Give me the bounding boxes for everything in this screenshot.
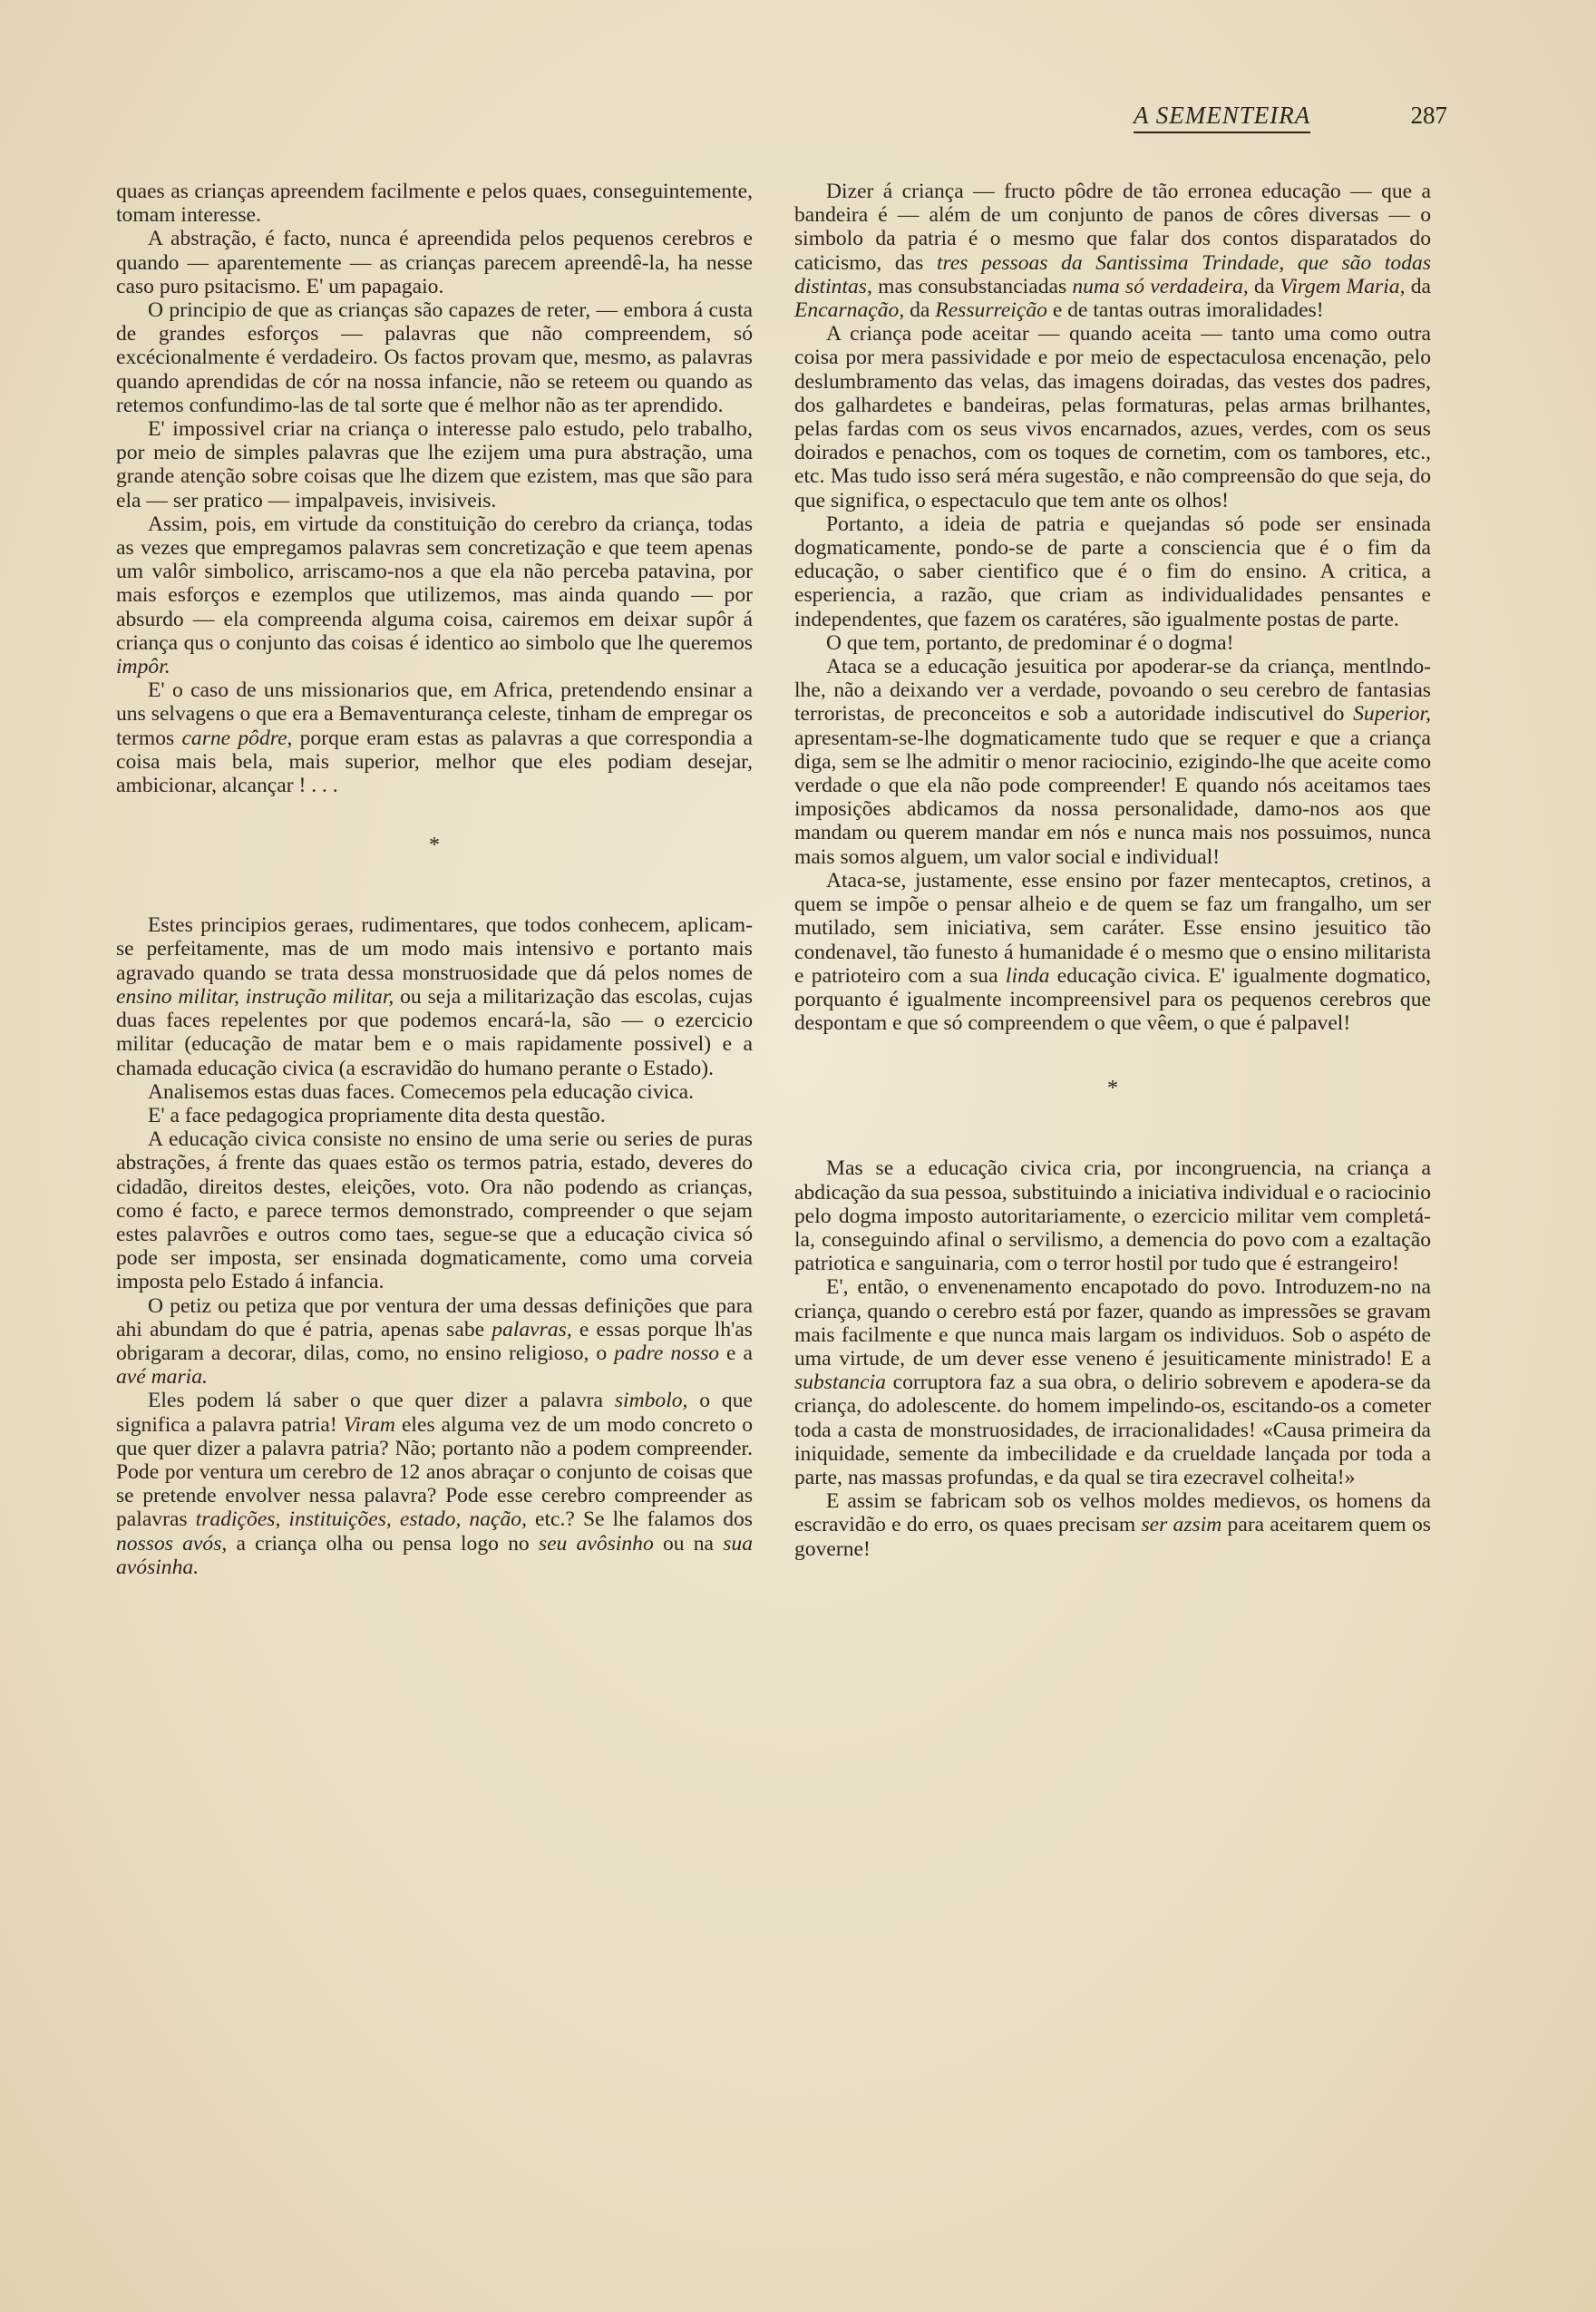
page-number: 287 [1410,102,1447,129]
paragraph: Assim, pois, em virtude da constituição do cerebro da criança, todas as vezes que empregamos palavras sem concretização e que teem apenas um valôr simbolico, arriscamo-nos a que ela não perceba patavina, por mais esforços e ezemplos que utilizemos, mas ainda quando — por absurdo — ela compreenda alguma coisa, cairemos em deixar supôr á criança qus o conjunto das coisas é identico ao simbolo que lhe queremos impôr. [116,512,753,679]
paragraph: quaes as crianças apreendem facilmente e pelos quaes, conseguintemente, tomam interesse. [116,180,753,228]
right-column [794,180,1431,1561]
section-separator: * [1107,1077,1118,1101]
paragraph: E' a face pedagogica propriamente dita desta questão. [148,1103,606,1127]
left-column [116,180,753,1579]
paragraph: A educação civica consiste no ensino de uma serie ou series de puras abstrações, á frente das quaes estão os termos patria, estado, deveres do cidadão, direitos destes, eleições, voto. Ora não podendo as crianças, como é facto, e parece termos demonstrado, compreender o que sejam estes palavrões e outros como taes, segue-se que a educação civica só pode ser imposta, ser ensinada dogmaticamente, como uma corveia imposta pelo Estado á infancia. [116,1127,753,1294]
paragraph: Estes principios geraes, rudimentares, que todos conhecem, aplicam-se perfeitamente, mas de um modo mais intensivo e portanto mais agravado quando se trata dessa monstruosidade que dá pelos nomes de ensino militar, instrução militar, ou seja a militarização das escolas, cujas duas faces repelentes por que podemos encará-la, são — o ezercicio militar (educação de matar bem e o mais rapidamente possivel) e a chamada educação civica (a escravidão do humano perante o Estado). [116,913,754,1080]
section-separator: * [429,834,440,858]
paragraph: Ataca-se, justamente, esse ensino por fazer mentecaptos, cretinos, a quem se impõe o pensar alheio e de quem se faz um frangalho, um ser mutilado, sem iniciativa, sem caráter. Esse ensino jesuitico tão condenavel, tão funesto á humanidade é o mesmo que o ensino militarista e patrioteiro com a sua linda educação civica. E' igualmente dogmatico, porquanto é igualmente incompreensivel para os pequenos cerebros que despontam e que só compreendem o que vêem, o que é palpavel! [794,868,1431,1036]
paragraph: Eles podem lá saber o que quer dizer a palavra simbolo, o que significa a palavra patria! Viram eles alguma vez de um modo concreto o que quer dizer a palavra patria? Não; portanto não a podem compreender. Pode por ventura um cerebro de 12 anos abraçar o conjunto de coisas que se pretende envolver nessa palavra? Pode esse cerebro compreender as palavras tradições, instituições, estado, nação, etc.? Se lhe falamos dos nossos avós, a criança olha ou pensa logo no seu avôsinho ou na sua avósinha. [116,1389,754,1579]
paragraph: Dizer á criança — fructo pôdre de tão erronea educação — que a bandeira é — além de um conjunto de panos de côres diversas — o simbolo da patria é o mesmo que falar dos contos disparatados do caticismo, das tres pessoas da Santissima Trindade, que são todas distintas, mas consubstanciadas numa só verdadeira, da Virgem Maria, da Encarnação, da Ressurreição e de tantas outras imoralidades! [794,180,1431,323]
paragraph: Analisemos estas duas faces. Comecemos pela educação civica. [148,1079,695,1104]
paragraph: O petiz ou petiza que por ventura der uma dessas definições que para ahi abundam do que é patria, apenas sabe palavras, e essas porque lh'as obrigaram a decorar, dilas, como, no ensino religioso, o padre nosso e a avé maria. [116,1293,753,1390]
paragraph: A abstração, é facto, nunca é apreendida pelos pequenos cerebros e quando — aparentemente — as crianças parecem apreendê-la, ha nesse caso puro psitacismo. E' um papagaio. [116,227,753,298]
paragraph: E', então, o envenenamento encapotado do povo. Introduzem-no na criança, quando o cerebro está por fazer, quando as impressões se gravam mais facilmente e que nunca mais largam os individuos. Sob o aspéto de uma virtude, de um dever esse veneno é jesuiticamente ministrado! E a substancia corruptora faz a sua obra, o delirio sobrevem e apodera-se da criança, do adolescente. do homem impelindo-os, escitando-os a cometer toda a casta de monstruosidades, de irracionalidades! «Causa primeira da iniquidade, semente da imbecilidade e da crueldade lançada por toda a parte, nas massas profundas, e da qual se tira ezecravel colheita!» [794,1275,1431,1489]
paragraph: E assim se fabricam sob os velhos moldes medievos, os homens da escravidão e do erro, os quaes precisam ser azsim para aceitarem quem os governe! [794,1489,1431,1561]
paragraph: Mas se a educação civica cria, por incongruencia, na criança a abdicação da sua pessoa, substituindo a iniciativa individual e o raciocinio pelo dogma imposto autoritariamente, o ezercicio militar vem completá-la, conseguindo afinal o servilismo, a demencia do povo com a ezaltação patriotica e sanguinaria, com o terror hostil por tudo que é estrangeiro! [794,1156,1431,1276]
paragraph: E' o caso de uns missionarios que, em Africa, pretendendo ensinar a uns selvagens o que era a Bemaventurança celeste, tinham de empregar os termos carne pôdre, porque eram estas as palavras a que correspondia a coisa mais bela, mais superior, melhor que eles podiam desejar, ambicionar, alcançar ! . . . [116,678,753,798]
paragraph: O principio de que as crianças são capazes de reter, — embora á custa de grandes esforços — palavras que não compreendem, só excécionalmente é verdadeiro. Os factos provam que, mesmo, as palavras quando aprendidas de cór na nossa infancie, não se reteem ou quando as retemos confundimo-las de tal sorte que é melhor não as ter aprendido. [116,298,753,417]
running-header [1134,102,1447,141]
paragraph: O que tem, portanto, de predominar é o dogma! [826,630,1234,655]
paragraph: Portanto, a ideia de patria e quejandas só pode ser ensinada dogmaticamente, pondo-se de parte a consciencia que é o fim da educação, o saber cientifico que é o fim do ensino. A critica, a esperiencia, a razão, que criam as individualidades pensantes e independentes, que fazem os caratéres, são igualmente postas de parte. [794,512,1431,631]
paragraph: A criança pode aceitar — quando aceita — tanto uma como outra coisa por mera passividade e por meio de espectaculosa encenação, pelo deslumbramento das velas, das imagens doiradas, das vestes dos padres, dos galhardetes e bandeiras, pelas formaturas, pelas armas brilhantes, pelas fardas com os seus vivos encarnados, azues, verdes, com os seus doirados e penachos, com os toques de cornetim, com os tambores, etc., etc. Mas tudo isso será méra sugestão, e não compreensão do que seja, do que significa, o espectaculo que tem ante os olhos! [794,322,1431,512]
paragraph: Ataca se a educação jesuitica por apoderar-se da criança, mentlndo-lhe, não a deixando ver a verdade, povoando o seu cerebro de fantasias terroristas, de preconceitos e sob a autoridade indiscutivel do Superior, apresentam-se-lhe dogmaticamente tudo que se requer e que a criança diga, sem se lhe admitir o menor raciocinio, ezigindo-lhe que aceite como verdade o que ela não pode compreender! E quando nós aceitamos taes imposições abdicamos da nossa personalidade, damo-nos aos que mandam ou querem mandar em nós e nunca mais nos possuimos, nunca mais somos alguem, um valor social e individual! [794,655,1431,869]
journal-title: A SEMENTEIRA [1134,102,1310,133]
paragraph: E' impossivel criar na criança o interesse palo estudo, pelo trabalho, por meio de simples palavras que lhe ezijem uma pura abstração, uma grande atenção sobre coisas que lhe dizem que ezistem, mas que são para ela — ser pratico — impalpaveis, invisiveis. [116,417,753,512]
